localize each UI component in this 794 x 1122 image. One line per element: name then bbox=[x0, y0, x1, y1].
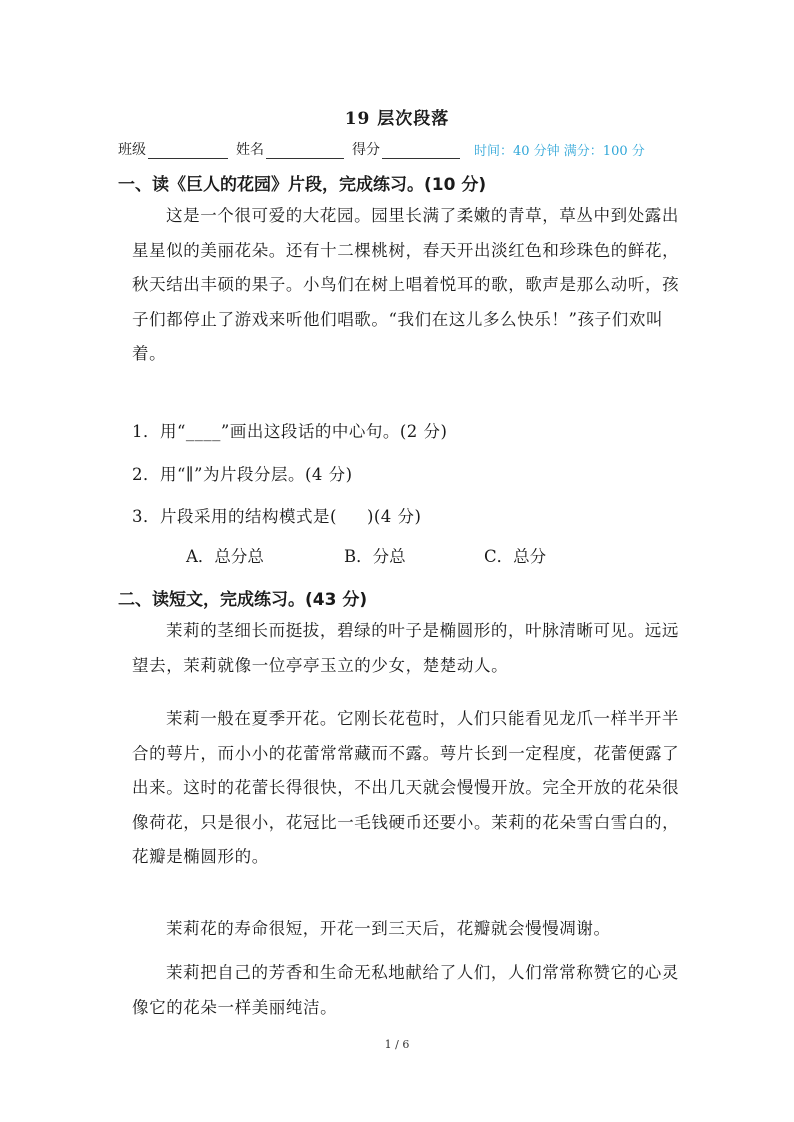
section2-paragraph-2: 茉莉一般在夏季开花。它刚长花苞时，人们只能看见龙爪一样半开半合的萼片，而小小的花蕾常常藏而不露。萼片长到一定程度，花蕾便露了出来。这时的花蕾长得很快，不出几天就会慢慢开放。完全开放的花朵很像荷花，只是很小，花冠比一毛钱硬币还要小。茉莉的花朵雪白雪白的，花瓣是椭圆形的。 bbox=[132, 709, 680, 866]
section1-heading: 一、读《巨人的花园》片段，完成练习。(10 分) bbox=[118, 175, 487, 195]
page-number: 1 / 6 bbox=[384, 1038, 410, 1051]
question-2: 2．用“∥”为片段分层。(4 分) bbox=[132, 465, 353, 484]
option-a[interactable]: A．总分总 bbox=[186, 547, 264, 566]
class-blank[interactable] bbox=[148, 144, 228, 159]
option-b[interactable]: B．分总 bbox=[344, 547, 406, 566]
question-3 bbox=[132, 503, 422, 527]
question-3-score: )(4 分) bbox=[366, 507, 422, 526]
option-c[interactable]: C．总分 bbox=[484, 547, 547, 566]
name-blank[interactable] bbox=[266, 144, 344, 159]
section2-paragraph-1: 茉莉的茎细长而挺拔，碧绿的叶子是椭圆形的，叶脉清晰可见。远远望去，茉莉就像一位亭亭玉立的少女，楚楚动人。 bbox=[132, 621, 679, 675]
question-3-text: 3．片段采用的结构模式是( bbox=[132, 507, 337, 526]
page-title: 19 层次段落 bbox=[344, 109, 450, 129]
score-blank[interactable] bbox=[382, 144, 460, 159]
class-label: 班级 bbox=[118, 142, 146, 158]
section2-heading: 二、读短文，完成练习。(43 分) bbox=[118, 590, 368, 610]
section2-paragraph-3: 茉莉花的寿命很短，开花一到三天后，花瓣就会慢慢凋谢。 bbox=[166, 919, 611, 938]
name-label: 姓名 bbox=[236, 142, 264, 158]
section1-passage: 这是一个很可爱的大花园。园里长满了柔嫩的青草，草丛中到处露出星星似的美丽花朵。还有十二棵桃树，春天开出淡红色和珍珠色的鲜花，秋天结出丰硕的果子。小鸟们在树上唱着悦耳的歌，歌声是那么动听，孩子们都停止了游戏来听他们唱歌。“我们在这儿多么快乐！”孩子们欢叫着。 bbox=[132, 206, 680, 363]
score-label: 得分 bbox=[352, 142, 380, 158]
time-score-info: 时间：40 分钟 满分：100 分 bbox=[474, 144, 645, 159]
student-info-line bbox=[118, 139, 678, 159]
section2-paragraph-4: 茉莉把自己的芳香和生命无私地献给了人们，人们常常称赞它的心灵像它的花朵一样美丽纯洁。 bbox=[132, 963, 679, 1017]
question-1: 1．用“____”画出这段话的中心句。(2 分) bbox=[132, 422, 448, 441]
